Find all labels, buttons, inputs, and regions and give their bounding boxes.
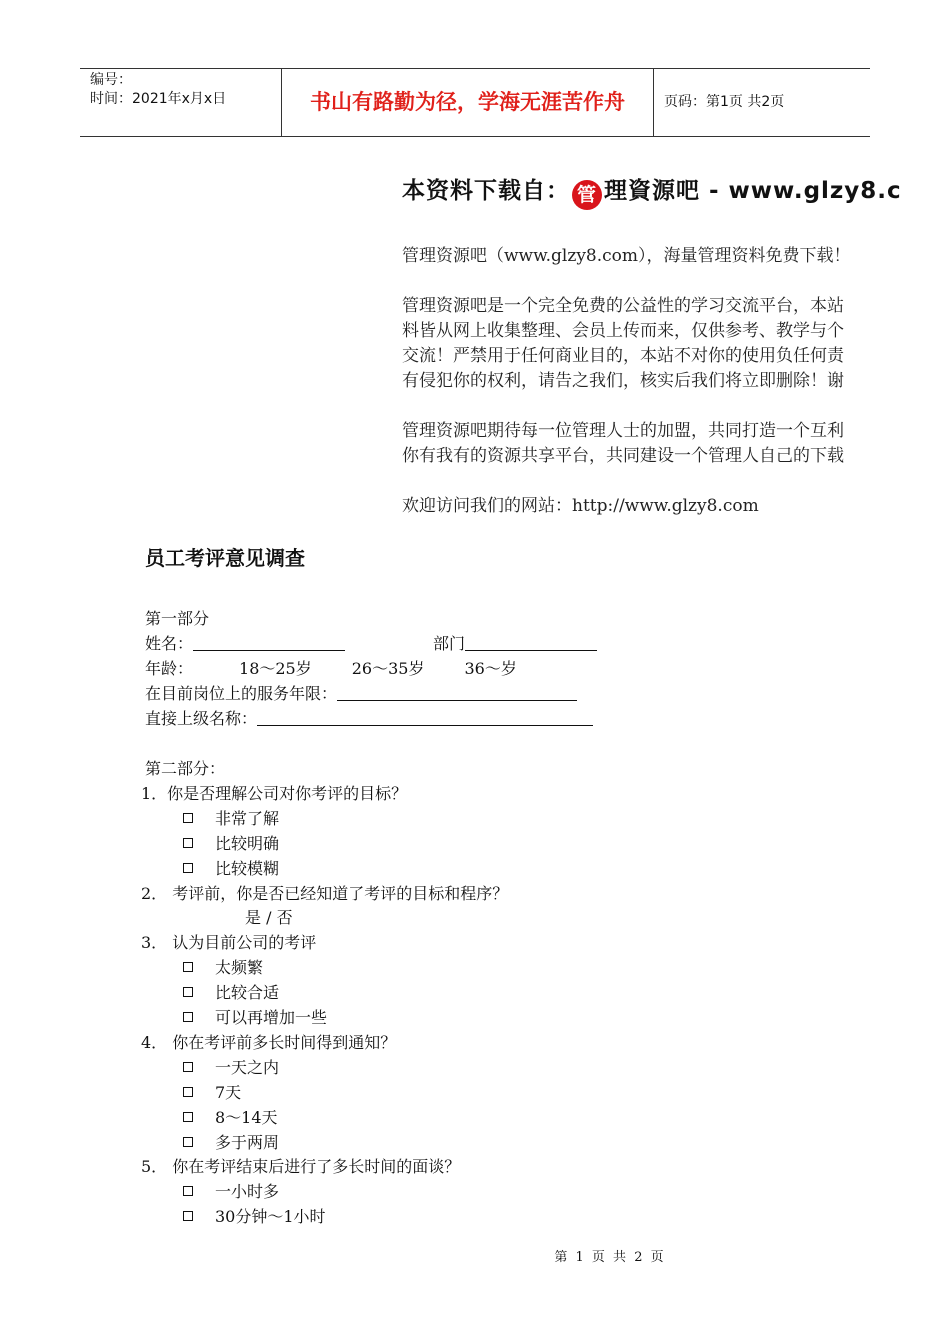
- part2-heading: 第二部分：: [145, 759, 226, 778]
- doc-number: 编号：: [90, 72, 132, 88]
- name-field[interactable]: [193, 634, 345, 651]
- age-option[interactable]: 26～35岁: [351, 659, 425, 678]
- option-item[interactable]: [183, 956, 263, 980]
- name-dept-row: [145, 632, 597, 656]
- document-title: 员工考评意见调查: [145, 546, 305, 570]
- tenure-row: [145, 682, 577, 706]
- question-5: 5． 你在考评结束后进行了多长时间的面谈？: [141, 1157, 461, 1176]
- option-label: 7天: [215, 1083, 242, 1102]
- option-label: 比较合适: [215, 983, 280, 1002]
- supervisor-field[interactable]: [257, 709, 593, 726]
- logo-icon: 管: [572, 180, 602, 210]
- banner-line: 欢迎访问我们的网站：http://www.glzy8.com: [402, 496, 759, 516]
- banner-title-prefix: 本资料下载自：: [402, 178, 570, 204]
- checkbox-icon[interactable]: [183, 838, 193, 848]
- banner-title: [402, 172, 902, 210]
- option-label: 太频繁: [215, 958, 264, 977]
- banner-line: 管理资源吧是一个完全免费的公益性的学习交流平台，本站: [402, 296, 844, 316]
- dept-field[interactable]: [465, 634, 597, 651]
- dept-label: 部门: [433, 634, 466, 653]
- question-1: 1．你是否理解公司对你考评的目标？: [141, 784, 408, 803]
- header-meta: [80, 69, 281, 136]
- option-label: 比较模糊: [215, 859, 280, 878]
- checkbox-icon[interactable]: [183, 1062, 193, 1072]
- supervisor-row: [145, 707, 593, 731]
- option-item[interactable]: [183, 832, 279, 856]
- name-label: 姓名：: [145, 634, 194, 653]
- banner-line: 交流！严禁用于任何商业目的，本站不对你的使用负任何责: [402, 346, 844, 366]
- checkbox-icon[interactable]: [183, 1087, 193, 1097]
- option-label: 一天之内: [215, 1058, 280, 1077]
- option-label: 一小时多: [215, 1182, 280, 1201]
- source-banner: [402, 164, 950, 524]
- checkbox-icon[interactable]: [183, 813, 193, 823]
- option-label: 30分钟～1小时: [215, 1207, 326, 1226]
- supervisor-label: 直接上级名称：: [145, 709, 258, 728]
- question-3: 3． 认为目前公司的考评: [141, 933, 317, 952]
- tenure-field[interactable]: [337, 684, 577, 701]
- question-2: 2． 考评前，你是否已经知道了考评的目标和程序？: [141, 884, 509, 903]
- option-item[interactable]: [183, 1180, 279, 1204]
- option-item[interactable]: [183, 1056, 279, 1080]
- part1-heading: 第一部分: [145, 609, 210, 628]
- header-page-number: 页码：第1页 共2页: [664, 94, 785, 110]
- page-header: [80, 68, 870, 137]
- banner-line: 有侵犯你的权利，请告之我们，核实后我们将立即删除！谢: [402, 371, 844, 391]
- checkbox-icon[interactable]: [183, 1112, 193, 1122]
- option-item[interactable]: [183, 1081, 241, 1105]
- option-label: 多于两周: [215, 1133, 280, 1152]
- checkbox-icon[interactable]: [183, 987, 193, 997]
- option-label: 比较明确: [215, 834, 280, 853]
- age-row: [145, 657, 517, 681]
- option-item[interactable]: [183, 807, 279, 831]
- age-option[interactable]: 36～岁: [464, 659, 517, 678]
- question-2-answer[interactable]: 是 / 否: [245, 908, 293, 927]
- checkbox-icon[interactable]: [183, 863, 193, 873]
- option-item[interactable]: [183, 1131, 279, 1155]
- option-item[interactable]: [183, 981, 279, 1005]
- banner-line: 管理资源吧期待每一位管理人士的加盟，共同打造一个互利: [402, 421, 844, 441]
- checkbox-icon[interactable]: [183, 1211, 193, 1221]
- checkbox-icon[interactable]: [183, 1012, 193, 1022]
- banner-line: 管理资源吧（www.glzy8.com），海量管理资料免费下载！: [402, 246, 851, 266]
- checkbox-icon[interactable]: [183, 1137, 193, 1147]
- checkbox-icon[interactable]: [183, 1186, 193, 1196]
- option-item[interactable]: [183, 1006, 327, 1030]
- doc-date: 时间：2021年x月x日: [90, 91, 227, 107]
- banner-line: 料皆从网上收集整理、会员上传而来，仅供参考、教学与个: [402, 321, 844, 341]
- option-item[interactable]: [183, 1205, 326, 1229]
- page-footer: 第 1 页 共 2 页: [554, 1250, 666, 1265]
- age-option[interactable]: 18～25岁: [239, 659, 312, 678]
- option-label: 非常了解: [215, 809, 280, 828]
- age-label: 年龄：: [145, 659, 194, 678]
- header-motto: 书山有路勤为径，学海无涯苦作舟: [281, 69, 654, 136]
- option-label: 8～14天: [215, 1108, 278, 1127]
- banner-line: 你有我有的资源共享平台，共同建设一个管理人自己的下载: [402, 446, 844, 466]
- checkbox-icon[interactable]: [183, 962, 193, 972]
- question-4: 4． 你在考评前多长时间得到通知？: [141, 1033, 397, 1052]
- option-label: 可以再增加一些: [215, 1008, 328, 1027]
- tenure-label: 在目前岗位上的服务年限：: [145, 684, 338, 703]
- banner-title-suffix: 理資源吧 - www.glzy8.c: [604, 178, 902, 204]
- option-item[interactable]: [183, 857, 279, 881]
- option-item[interactable]: [183, 1106, 278, 1130]
